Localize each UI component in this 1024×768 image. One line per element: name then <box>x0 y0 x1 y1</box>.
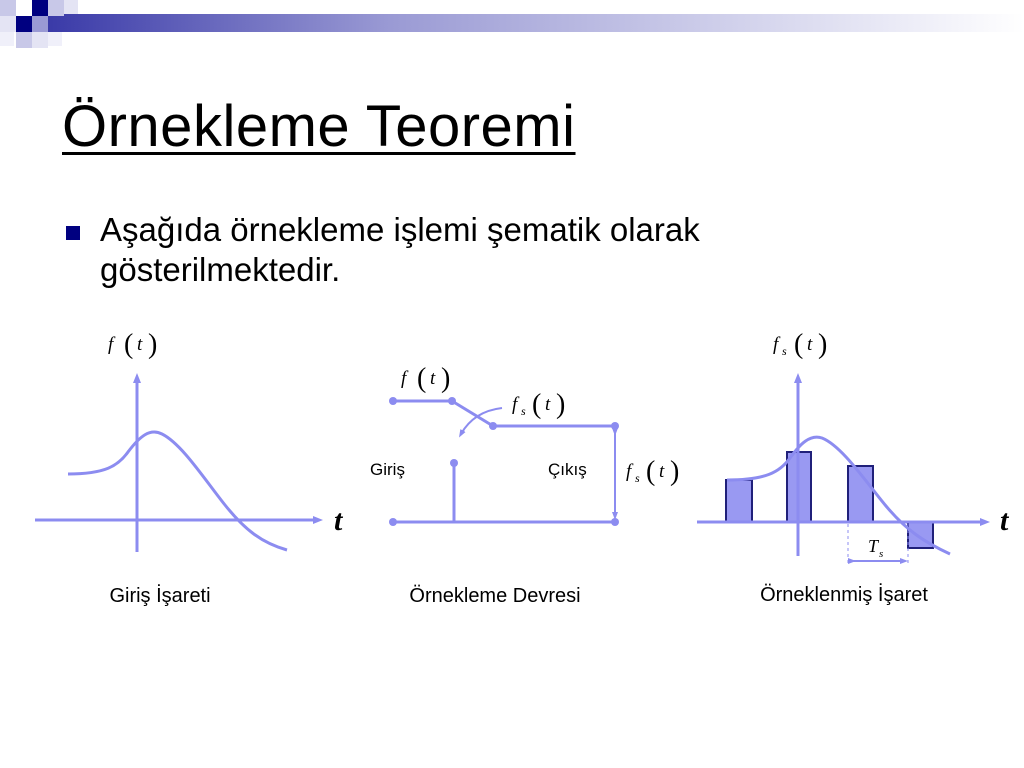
svg-text:): ) <box>670 456 680 487</box>
y-axis-label <box>108 329 157 360</box>
input-signal-label <box>401 363 450 394</box>
svg-text:(: ( <box>794 329 804 360</box>
svg-text:): ) <box>556 389 566 420</box>
sampling-circuit-panel <box>370 363 679 607</box>
slide-title: Örnekleme Teoremi <box>62 94 576 159</box>
input-label: Giriş <box>370 460 405 479</box>
svg-text:s: s <box>879 548 884 560</box>
svg-text:(: ( <box>532 389 542 420</box>
sampled-signal-caption: Örneklenmiş İşaret <box>760 584 928 606</box>
output-signal-label <box>626 456 679 487</box>
svg-text:f: f <box>626 461 632 482</box>
svg-text:t: t <box>807 334 813 355</box>
switch-blade <box>452 401 493 426</box>
sampled-signal-panel <box>697 329 1010 606</box>
output-terminal-top <box>611 422 619 430</box>
svg-text:(: ( <box>417 363 427 394</box>
x-axis-label: t <box>334 504 343 537</box>
x-axis-label: t <box>1000 504 1009 537</box>
svg-text:(: ( <box>124 329 134 360</box>
svg-text:): ) <box>818 329 828 360</box>
svg-text:t: t <box>430 368 436 389</box>
ground-terminal-left <box>389 518 397 526</box>
svg-text:f: f <box>512 394 518 415</box>
svg-text:t: t <box>545 394 551 415</box>
input-signal-caption: Giriş İşareti <box>109 585 211 607</box>
svg-text:): ) <box>148 329 158 360</box>
svg-text:): ) <box>441 363 451 394</box>
output-terminal-bottom <box>611 518 619 526</box>
svg-text:s: s <box>521 404 526 418</box>
input-signal-curve <box>68 432 287 550</box>
svg-text:f: f <box>108 334 114 355</box>
svg-text:t: t <box>137 334 143 355</box>
input-signal-panel <box>35 329 344 607</box>
period-label <box>868 536 883 560</box>
sampling-circuit-caption: Örnekleme Devresi <box>409 585 581 607</box>
svg-text:T: T <box>868 536 879 556</box>
bullet-text: Aşağıda örnekleme işlemi şematik olarak gösterilmektedir. <box>100 211 700 288</box>
sample-pulse <box>726 480 752 522</box>
svg-text:(: ( <box>646 456 656 487</box>
output-label: Çıkış <box>548 460 587 479</box>
y-axis-label <box>773 329 827 360</box>
input-terminal <box>389 397 397 405</box>
svg-text:t: t <box>659 461 665 482</box>
svg-text:f: f <box>401 368 407 389</box>
input-pin-terminal <box>450 459 458 467</box>
svg-text:f: f <box>773 334 779 355</box>
svg-text:s: s <box>782 344 787 358</box>
svg-text:s: s <box>635 471 640 485</box>
envelope-curve <box>727 437 950 554</box>
switch-output-label <box>512 389 565 420</box>
